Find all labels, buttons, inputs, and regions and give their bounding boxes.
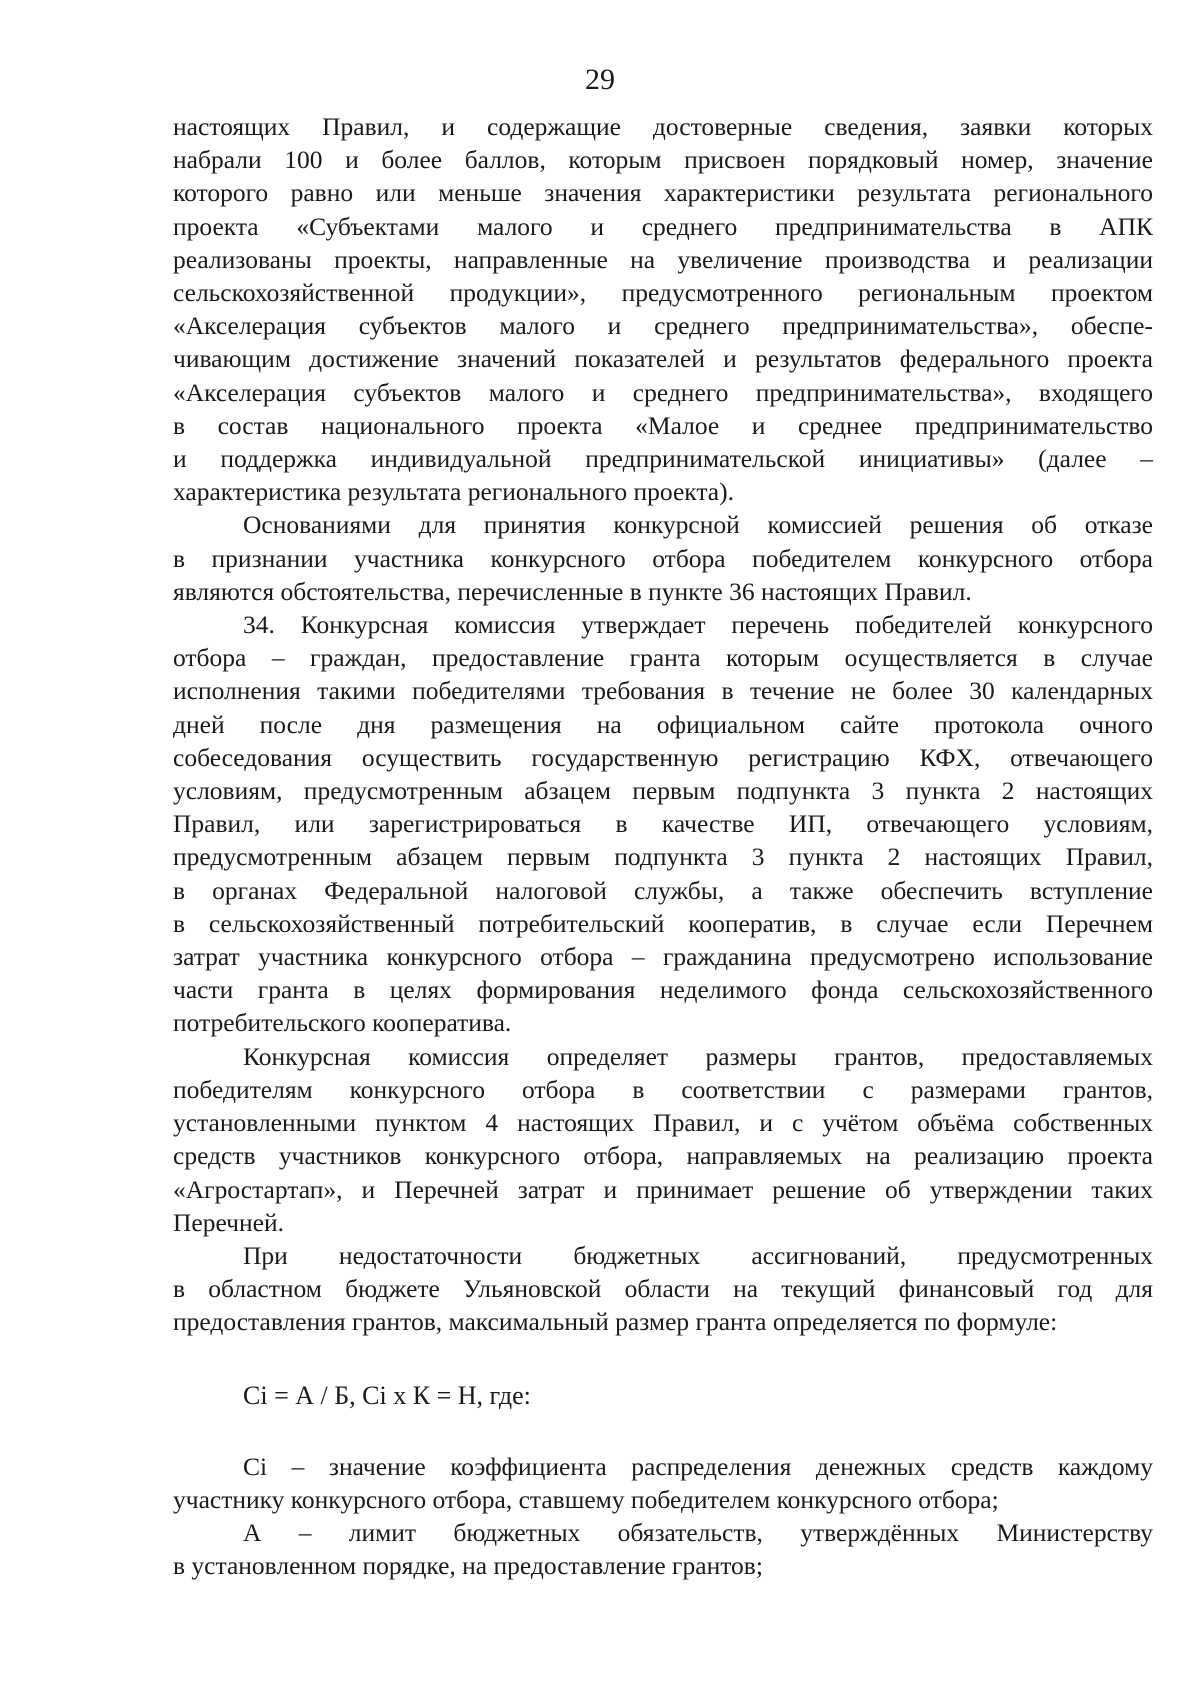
paragraph-line: затрат участника конкурсного отбора – гражданина предусмотрено использование <box>173 942 1153 972</box>
paragraph-line: части гранта в целях формирования неделимого фонда сельскохозяйственного <box>173 975 1153 1005</box>
paragraph-line: Основаниями для принятия конкурсной комиссией решения об отказе <box>243 510 1153 540</box>
paragraph-line: реализованы проекты, направленные на увеличение производства и реализации <box>173 244 1153 274</box>
definition-a <box>173 1516 1153 1582</box>
paragraph-line: в состав национального проекта «Малое и среднее предпринимательство <box>173 410 1153 440</box>
page-number: 29 <box>585 63 615 96</box>
paragraph-line: «Акселерация субъектов малого и среднего предпринимательства», входящего <box>173 377 1153 407</box>
paragraph-line: в признании участника конкурсного отбора победителем конкурсного отбора <box>173 543 1153 573</box>
paragraph-line: сельскохозяйственной продукции», предусмотренного региональным проектом <box>173 278 1153 308</box>
definition-line: в установленном порядке, на предоставление грантов; <box>173 1551 763 1581</box>
paragraph-line: в сельскохозяйственный потребительский кооператив, в случае если Перечнем <box>173 908 1153 938</box>
paragraph-line: средств участников конкурсного отбора, направляемых на реализацию проекта <box>173 1141 1153 1171</box>
paragraph-line: условиям, предусмотренным абзацем первым подпункта 3 пункта 2 настоящих <box>173 776 1153 806</box>
paragraph-line: «Акселерация субъектов малого и среднего предпринимательства», обеспе- <box>173 311 1153 341</box>
paragraph-line: отбора – граждан, предоставление гранта которым осуществляется в случае <box>173 643 1153 673</box>
paragraph-line: предоставления грантов, максимальный размер гранта определяется по формуле: <box>173 1307 1058 1337</box>
paragraph-line: Конкурсная комиссия определяет размеры грантов, предоставляемых <box>243 1041 1153 1071</box>
paragraph-line: Правил, или зарегистрироваться в качестве ИП, отвечающего условиям, <box>173 809 1153 839</box>
paragraph-line: собеседования осуществить государственную регистрацию КФХ, отвечающего <box>173 742 1153 772</box>
paragraph-line: набрали 100 и более баллов, которым присвоен порядковый номер, значение <box>173 145 1153 175</box>
paragraph-line: победителям конкурсного отбора в соответствии с размерами грантов, <box>173 1074 1153 1104</box>
paragraph-line: 34. Конкурсная комиссия утверждает перечень победителей конкурсного <box>243 610 1153 640</box>
paragraph-line: исполнения такими победителями требования в течение не более 30 календарных <box>173 676 1153 706</box>
paragraph-line: предусмотренным абзацем первым подпункта 3 пункта 2 настоящих Правил, <box>173 842 1153 872</box>
paragraph-line: потребительского кооператива. <box>173 1008 512 1038</box>
formula: Ci = А / Б, Ci x К = Н, где: <box>243 1380 531 1410</box>
paragraph-line: проекта «Субъектами малого и среднего предпринимательства в АПК <box>173 211 1153 241</box>
paragraph-line: характеристика результата регионального проекта). <box>173 477 734 507</box>
definition-ci <box>173 1450 1153 1516</box>
paragraph-line: При недостаточности бюджетных ассигнований, предусмотренных <box>243 1240 1153 1270</box>
paragraph-4 <box>173 1040 1153 1239</box>
paragraph-line: Перечней. <box>173 1207 284 1237</box>
paragraph-line: являются обстоятельства, перечисленные в пункте 36 настоящих Правил. <box>173 576 972 606</box>
paragraph-line: и поддержка индивидуальной предпринимательской инициативы» (далее – <box>173 444 1153 474</box>
paragraph-1 <box>173 110 1153 508</box>
paragraph-line: «Агростартап», и Перечней затрат и принимает решение об утверждении таких <box>173 1174 1153 1204</box>
paragraph-3 <box>173 608 1153 1040</box>
definition-line: Ci – значение коэффициента распределения денежных средств каждому <box>243 1451 1153 1481</box>
paragraph-line: настоящих Правил, и содержащие достоверные сведения, заявки которых <box>173 112 1153 141</box>
paragraph-5 <box>173 1239 1153 1339</box>
paragraph-2 <box>173 508 1153 608</box>
paragraph-line: которого равно или меньше значения характеристики результата регионального <box>173 178 1153 208</box>
paragraph-line: дней после дня размещения на официальном сайте протокола очного <box>173 709 1153 739</box>
document-body <box>173 110 1153 1583</box>
definition-line: участнику конкурсного отбора, ставшему победителем конкурсного отбора; <box>173 1484 999 1514</box>
definition-line: А – лимит бюджетных обязательств, утверждённых Министерству <box>243 1518 1153 1548</box>
paragraph-line: в органах Федеральной налоговой службы, а также обеспечить вступление <box>173 875 1153 905</box>
paragraph-line: в областном бюджете Ульяновской области на текущий финансовый год для <box>173 1274 1153 1304</box>
paragraph-line: чивающим достижение значений показателей и результатов федерального проекта <box>173 344 1153 374</box>
paragraph-line: установленными пунктом 4 настоящих Правил, и с учётом объёма собственных <box>173 1108 1153 1138</box>
